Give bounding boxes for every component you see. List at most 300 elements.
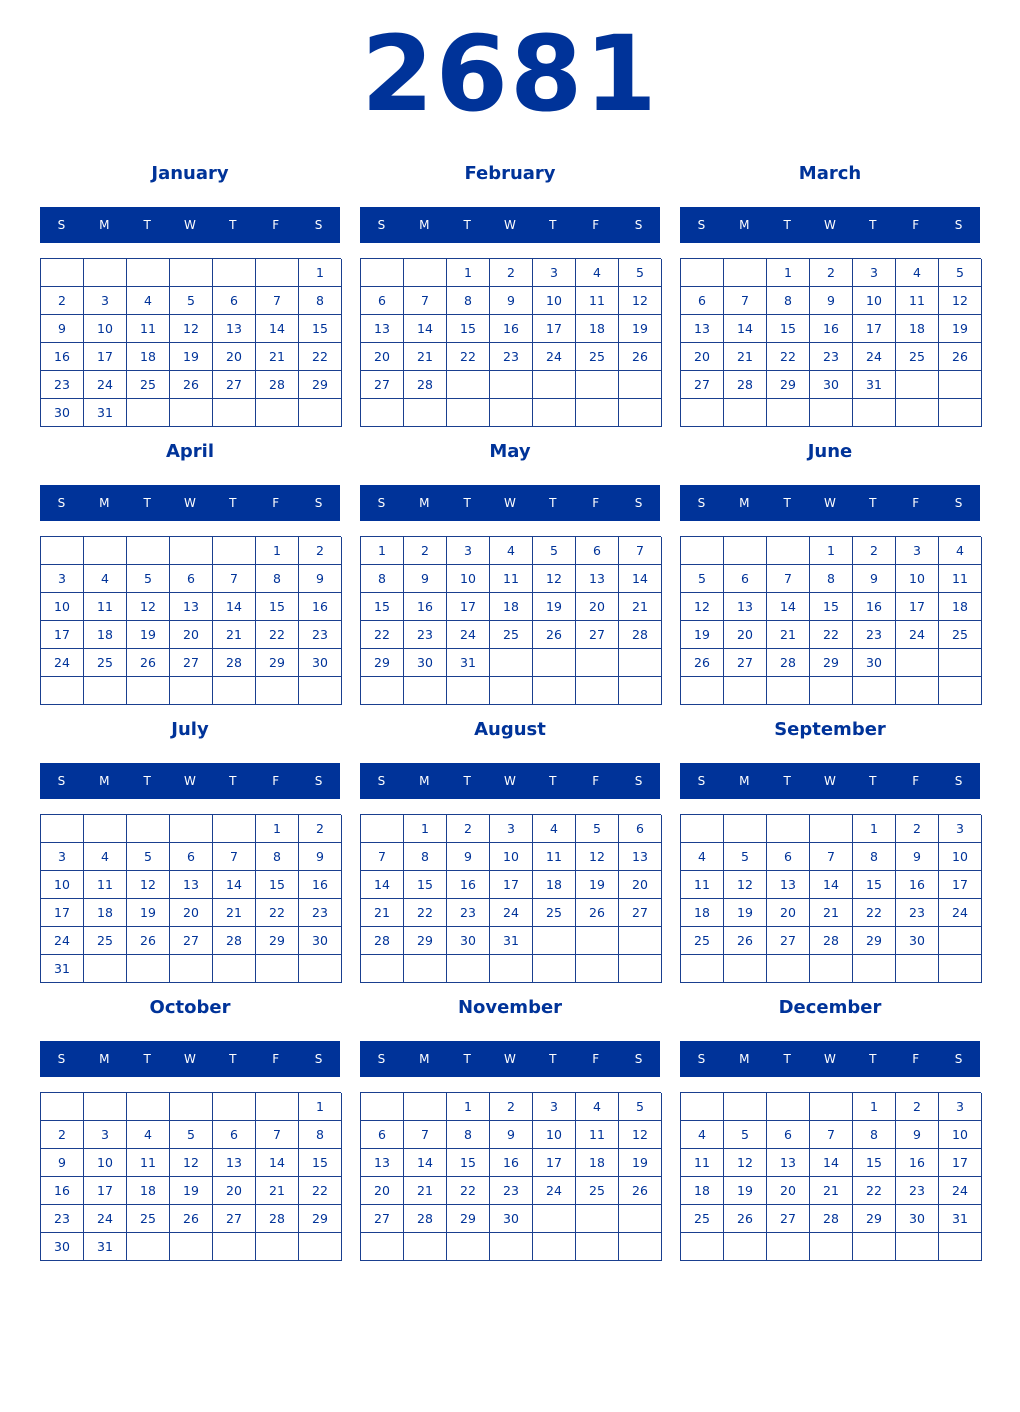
empty-day-cell <box>41 537 84 565</box>
month-august <box>360 714 660 982</box>
day-cell: 24 <box>853 343 896 371</box>
weekday-label: T <box>143 1052 151 1066</box>
empty-day-cell <box>939 677 982 705</box>
day-cell: 15 <box>256 593 299 621</box>
weekday-label: S <box>697 1052 706 1066</box>
weekday-label: S <box>697 496 706 510</box>
day-cell: 29 <box>404 927 447 955</box>
weekday-label: S <box>377 218 386 232</box>
day-cell: 13 <box>767 1149 810 1177</box>
day-cell: 27 <box>213 1205 256 1233</box>
day-cell: 31 <box>84 399 127 427</box>
day-cell: 2 <box>41 1121 84 1149</box>
day-cell: 15 <box>853 1149 896 1177</box>
month-name: June <box>807 441 853 462</box>
day-cell: 31 <box>84 1233 127 1261</box>
empty-day-cell <box>576 1233 619 1261</box>
empty-day-cell <box>576 677 619 705</box>
weekday-label: W <box>504 496 516 510</box>
weekday-header <box>40 207 340 243</box>
day-cell: 12 <box>170 1149 213 1177</box>
day-cell: 19 <box>724 1177 767 1205</box>
empty-day-cell <box>404 399 447 427</box>
day-cell: 17 <box>939 1149 982 1177</box>
day-cell: 27 <box>213 371 256 399</box>
empty-day-cell <box>724 399 767 427</box>
empty-day-cell <box>619 371 662 399</box>
day-cell: 21 <box>619 593 662 621</box>
day-cell: 5 <box>576 815 619 843</box>
day-cell: 6 <box>213 287 256 315</box>
empty-day-cell <box>170 1093 213 1121</box>
day-cell: 26 <box>939 343 982 371</box>
weekday-label: S <box>57 1052 66 1066</box>
empty-day-cell <box>127 537 170 565</box>
day-cell: 6 <box>681 287 724 315</box>
day-cell: 5 <box>681 565 724 593</box>
day-cell: 29 <box>256 649 299 677</box>
empty-day-cell <box>213 1233 256 1261</box>
day-cell: 8 <box>853 843 896 871</box>
day-cell: 26 <box>576 899 619 927</box>
empty-day-cell <box>84 815 127 843</box>
day-cell: 23 <box>404 621 447 649</box>
day-cell: 4 <box>127 287 170 315</box>
day-cell: 21 <box>724 343 767 371</box>
day-cell: 29 <box>447 1205 490 1233</box>
day-cell: 1 <box>853 1093 896 1121</box>
weekday-label: S <box>954 774 963 788</box>
empty-day-cell <box>127 1233 170 1261</box>
day-cell: 9 <box>490 287 533 315</box>
weekday-label: T <box>783 774 791 788</box>
day-cell: 28 <box>767 649 810 677</box>
day-cell: 11 <box>533 843 576 871</box>
weekday-label: S <box>377 496 386 510</box>
day-cell: 11 <box>127 1149 170 1177</box>
weekday-label: M <box>739 218 750 232</box>
empty-day-cell <box>490 649 533 677</box>
empty-day-cell <box>404 1093 447 1121</box>
empty-day-cell <box>490 677 533 705</box>
empty-day-cell <box>619 677 662 705</box>
weekday-label: T <box>783 1052 791 1066</box>
day-cell: 18 <box>576 1149 619 1177</box>
empty-day-cell <box>84 677 127 705</box>
empty-day-cell <box>767 1233 810 1261</box>
weekday-label: T <box>549 218 557 232</box>
empty-day-cell <box>361 1093 404 1121</box>
day-cell: 21 <box>767 621 810 649</box>
empty-day-cell <box>724 1233 767 1261</box>
empty-day-cell <box>896 1233 939 1261</box>
weekday-label: W <box>184 496 196 510</box>
empty-day-cell <box>170 677 213 705</box>
day-cell: 5 <box>619 259 662 287</box>
weekday-label: T <box>549 1052 557 1066</box>
day-cell: 17 <box>41 899 84 927</box>
day-cell: 2 <box>299 815 342 843</box>
day-cell: 7 <box>404 1121 447 1149</box>
day-cell: 9 <box>896 1121 939 1149</box>
month-may <box>360 436 660 704</box>
empty-day-cell <box>447 677 490 705</box>
days-grid <box>360 258 661 427</box>
weekday-label: T <box>869 218 877 232</box>
weekday-header <box>360 485 660 521</box>
day-cell: 9 <box>810 287 853 315</box>
day-cell: 26 <box>533 621 576 649</box>
day-cell: 11 <box>490 565 533 593</box>
day-cell: 9 <box>41 315 84 343</box>
weekday-label: S <box>634 774 643 788</box>
day-cell: 17 <box>490 871 533 899</box>
day-cell: 15 <box>767 315 810 343</box>
day-cell: 24 <box>41 649 84 677</box>
day-cell: 19 <box>170 343 213 371</box>
day-cell: 14 <box>361 871 404 899</box>
day-cell: 23 <box>896 899 939 927</box>
weekday-header <box>680 763 980 799</box>
empty-day-cell <box>256 1233 299 1261</box>
day-cell: 31 <box>490 927 533 955</box>
days-grid <box>680 536 981 705</box>
day-cell: 11 <box>84 871 127 899</box>
weekday-label: W <box>824 496 836 510</box>
empty-day-cell <box>127 399 170 427</box>
month-name: October <box>149 997 231 1018</box>
empty-day-cell <box>213 537 256 565</box>
day-cell: 29 <box>256 927 299 955</box>
weekday-label: F <box>592 774 600 788</box>
weekday-label: W <box>504 1052 516 1066</box>
day-cell: 18 <box>896 315 939 343</box>
day-cell: 25 <box>127 371 170 399</box>
day-cell: 21 <box>361 899 404 927</box>
day-cell: 30 <box>810 371 853 399</box>
day-cell: 27 <box>767 927 810 955</box>
empty-day-cell <box>490 955 533 983</box>
day-cell: 18 <box>681 1177 724 1205</box>
day-cell: 30 <box>490 1205 533 1233</box>
weekday-label: S <box>634 496 643 510</box>
day-cell: 3 <box>939 1093 982 1121</box>
day-cell: 30 <box>853 649 896 677</box>
day-cell: 16 <box>853 593 896 621</box>
weekday-header <box>40 763 340 799</box>
empty-day-cell <box>810 815 853 843</box>
day-cell: 12 <box>619 1121 662 1149</box>
weekday-label: T <box>143 496 151 510</box>
day-cell: 28 <box>256 371 299 399</box>
year-title: 2681 <box>361 13 659 135</box>
empty-day-cell <box>170 955 213 983</box>
day-cell: 6 <box>170 565 213 593</box>
day-cell: 10 <box>853 287 896 315</box>
day-cell: 17 <box>533 315 576 343</box>
day-cell: 12 <box>619 287 662 315</box>
empty-day-cell <box>896 649 939 677</box>
empty-day-cell <box>767 955 810 983</box>
empty-day-cell <box>767 537 810 565</box>
empty-day-cell <box>533 399 576 427</box>
weekday-label: S <box>954 496 963 510</box>
day-cell: 2 <box>41 287 84 315</box>
day-cell: 2 <box>490 259 533 287</box>
day-cell: 15 <box>299 1149 342 1177</box>
day-cell: 15 <box>810 593 853 621</box>
day-cell: 30 <box>896 927 939 955</box>
day-cell: 8 <box>404 843 447 871</box>
day-cell: 4 <box>490 537 533 565</box>
day-cell: 14 <box>404 315 447 343</box>
day-cell: 25 <box>681 1205 724 1233</box>
day-cell: 20 <box>576 593 619 621</box>
day-cell: 2 <box>810 259 853 287</box>
day-cell: 5 <box>127 843 170 871</box>
weekday-label: F <box>592 1052 600 1066</box>
day-cell: 4 <box>939 537 982 565</box>
month-name: March <box>798 163 862 184</box>
empty-day-cell <box>724 537 767 565</box>
day-cell: 21 <box>256 343 299 371</box>
weekday-header <box>40 485 340 521</box>
empty-day-cell <box>724 677 767 705</box>
empty-day-cell <box>170 1233 213 1261</box>
empty-day-cell <box>853 399 896 427</box>
day-cell: 7 <box>619 537 662 565</box>
day-cell: 13 <box>576 565 619 593</box>
weekday-header <box>360 207 660 243</box>
day-cell: 26 <box>619 343 662 371</box>
day-cell: 17 <box>84 343 127 371</box>
day-cell: 10 <box>533 287 576 315</box>
empty-day-cell <box>170 815 213 843</box>
empty-day-cell <box>533 927 576 955</box>
day-cell: 11 <box>576 287 619 315</box>
month-name: August <box>474 719 546 740</box>
weekday-label: S <box>954 218 963 232</box>
empty-day-cell <box>576 955 619 983</box>
empty-day-cell <box>170 537 213 565</box>
day-cell: 8 <box>299 1121 342 1149</box>
day-cell: 16 <box>299 871 342 899</box>
day-cell: 25 <box>896 343 939 371</box>
day-cell: 21 <box>810 899 853 927</box>
day-cell: 29 <box>853 1205 896 1233</box>
empty-day-cell <box>619 1233 662 1261</box>
empty-day-cell <box>170 259 213 287</box>
month-name: January <box>151 163 229 184</box>
day-cell: 30 <box>404 649 447 677</box>
empty-day-cell <box>619 927 662 955</box>
month-june <box>680 436 980 704</box>
empty-day-cell <box>127 1093 170 1121</box>
empty-day-cell <box>533 677 576 705</box>
weekday-label: W <box>504 218 516 232</box>
day-cell: 28 <box>404 1205 447 1233</box>
empty-day-cell <box>767 399 810 427</box>
day-cell: 18 <box>127 1177 170 1205</box>
empty-day-cell <box>213 955 256 983</box>
empty-day-cell <box>681 1093 724 1121</box>
empty-day-cell <box>299 399 342 427</box>
months-grid <box>40 158 980 1260</box>
day-cell: 11 <box>681 1149 724 1177</box>
day-cell: 13 <box>681 315 724 343</box>
weekday-label: F <box>912 774 920 788</box>
day-cell: 14 <box>213 593 256 621</box>
day-cell: 5 <box>170 287 213 315</box>
day-cell: 8 <box>853 1121 896 1149</box>
day-cell: 22 <box>810 621 853 649</box>
days-grid <box>40 536 341 705</box>
weekday-label: F <box>272 496 280 510</box>
day-cell: 22 <box>361 621 404 649</box>
month-april <box>40 436 340 704</box>
days-grid <box>360 814 661 983</box>
day-cell: 25 <box>127 1205 170 1233</box>
empty-day-cell <box>533 1205 576 1233</box>
day-cell: 28 <box>361 927 404 955</box>
day-cell: 6 <box>619 815 662 843</box>
empty-day-cell <box>256 259 299 287</box>
day-cell: 3 <box>939 815 982 843</box>
day-cell: 21 <box>256 1177 299 1205</box>
day-cell: 7 <box>404 287 447 315</box>
day-cell: 27 <box>724 649 767 677</box>
empty-day-cell <box>447 371 490 399</box>
day-cell: 28 <box>256 1205 299 1233</box>
day-cell: 23 <box>490 343 533 371</box>
weekday-label: T <box>229 496 237 510</box>
day-cell: 1 <box>361 537 404 565</box>
day-cell: 14 <box>256 315 299 343</box>
days-grid <box>40 1092 341 1261</box>
weekday-label: F <box>272 774 280 788</box>
day-cell: 20 <box>170 621 213 649</box>
empty-day-cell <box>576 371 619 399</box>
empty-day-cell <box>41 259 84 287</box>
weekday-label: W <box>824 218 836 232</box>
weekday-label: M <box>419 774 430 788</box>
day-cell: 14 <box>767 593 810 621</box>
day-cell: 7 <box>256 287 299 315</box>
day-cell: 25 <box>490 621 533 649</box>
day-cell: 14 <box>724 315 767 343</box>
day-cell: 12 <box>127 593 170 621</box>
day-cell: 19 <box>681 621 724 649</box>
weekday-label: S <box>697 774 706 788</box>
day-cell: 13 <box>724 593 767 621</box>
day-cell: 22 <box>853 1177 896 1205</box>
day-cell: 22 <box>256 621 299 649</box>
day-cell: 28 <box>619 621 662 649</box>
day-cell: 19 <box>127 621 170 649</box>
day-cell: 8 <box>810 565 853 593</box>
day-cell: 7 <box>767 565 810 593</box>
day-cell: 24 <box>939 1177 982 1205</box>
weekday-label: M <box>419 218 430 232</box>
empty-day-cell <box>256 1093 299 1121</box>
day-cell: 14 <box>810 871 853 899</box>
month-name: November <box>457 997 563 1018</box>
day-cell: 1 <box>447 259 490 287</box>
weekday-label: T <box>143 218 151 232</box>
empty-day-cell <box>767 815 810 843</box>
day-cell: 11 <box>939 565 982 593</box>
empty-day-cell <box>361 677 404 705</box>
day-cell: 1 <box>256 815 299 843</box>
weekday-label: W <box>184 1052 196 1066</box>
day-cell: 12 <box>724 1149 767 1177</box>
day-cell: 27 <box>767 1205 810 1233</box>
empty-day-cell <box>724 815 767 843</box>
empty-day-cell <box>619 649 662 677</box>
empty-day-cell <box>896 955 939 983</box>
day-cell: 3 <box>853 259 896 287</box>
day-cell: 13 <box>767 871 810 899</box>
day-cell: 17 <box>41 621 84 649</box>
day-cell: 28 <box>404 371 447 399</box>
day-cell: 6 <box>170 843 213 871</box>
day-cell: 10 <box>41 593 84 621</box>
day-cell: 4 <box>576 1093 619 1121</box>
month-name: February <box>464 163 556 184</box>
day-cell: 8 <box>767 287 810 315</box>
empty-day-cell <box>939 649 982 677</box>
day-cell: 31 <box>939 1205 982 1233</box>
weekday-label: T <box>869 774 877 788</box>
day-cell: 16 <box>447 871 490 899</box>
day-cell: 3 <box>533 1093 576 1121</box>
day-cell: 3 <box>490 815 533 843</box>
day-cell: 29 <box>853 927 896 955</box>
empty-day-cell <box>853 955 896 983</box>
day-cell: 30 <box>299 927 342 955</box>
day-cell: 11 <box>681 871 724 899</box>
day-cell: 4 <box>681 1121 724 1149</box>
day-cell: 12 <box>724 871 767 899</box>
day-cell: 27 <box>576 621 619 649</box>
day-cell: 18 <box>127 343 170 371</box>
day-cell: 20 <box>213 343 256 371</box>
day-cell: 18 <box>681 899 724 927</box>
day-cell: 4 <box>84 565 127 593</box>
day-cell: 8 <box>299 287 342 315</box>
day-cell: 29 <box>810 649 853 677</box>
weekday-label: S <box>377 774 386 788</box>
weekday-label: W <box>824 1052 836 1066</box>
weekday-label: T <box>549 496 557 510</box>
month-november <box>360 992 660 1260</box>
weekday-label: T <box>229 218 237 232</box>
weekday-label: M <box>739 774 750 788</box>
day-cell: 20 <box>681 343 724 371</box>
days-grid <box>40 258 341 427</box>
day-cell: 24 <box>41 927 84 955</box>
days-grid <box>680 814 981 983</box>
empty-day-cell <box>361 1233 404 1261</box>
day-cell: 15 <box>256 871 299 899</box>
empty-day-cell <box>533 1233 576 1261</box>
day-cell: 15 <box>404 871 447 899</box>
day-cell: 15 <box>447 1149 490 1177</box>
day-cell: 8 <box>256 843 299 871</box>
day-cell: 7 <box>213 565 256 593</box>
days-grid <box>680 1092 981 1261</box>
empty-day-cell <box>681 537 724 565</box>
